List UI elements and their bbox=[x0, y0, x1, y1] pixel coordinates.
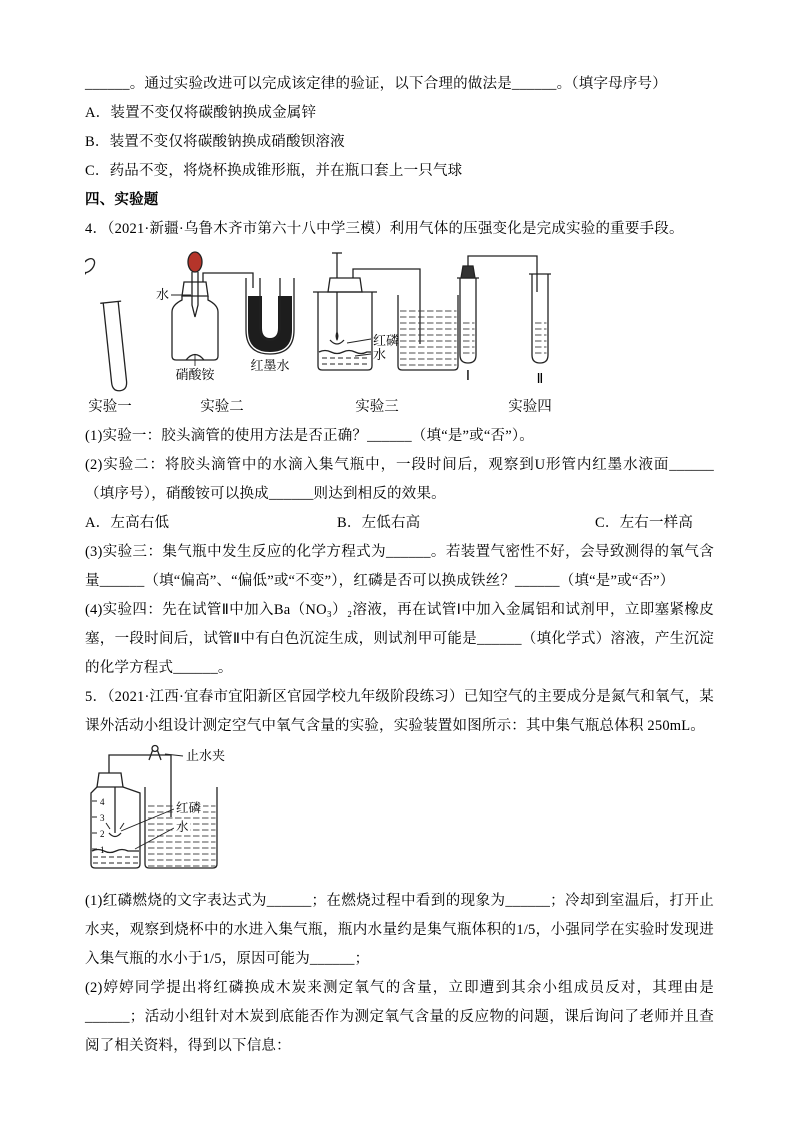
label-red-phosphorus: 红磷 bbox=[176, 801, 202, 815]
mark-2: 2 bbox=[100, 829, 105, 839]
dropper-icon bbox=[85, 256, 97, 290]
caption-exp1: 实验一 bbox=[88, 399, 132, 415]
label-red-phosphorus: 红磷 bbox=[373, 333, 400, 348]
caption-exp4: 实验四 bbox=[508, 399, 552, 415]
stopper-icon bbox=[182, 282, 208, 296]
choice-a: A．左高右低 bbox=[85, 515, 170, 531]
mark-1: 1 bbox=[100, 845, 105, 855]
q4-part3: (3)实验三：集气瓶中发生反应的化学方程式为______。若装置气密性不好，会导致测得的氧气含量______（填“偏高”、“偏低”或“不变”），红磷是否可以换成铁丝？______（填“是”或“否”） bbox=[85, 544, 714, 589]
mark-4: 4 bbox=[100, 797, 105, 807]
choice-b: B．左低右高 bbox=[337, 515, 421, 531]
q5-part1: (1)红磷燃烧的文字表达式为______；在燃烧过程中看到的现象为______；冷却到室温后，打开止水夹，观察到烧杯中的水进入集气瓶，瓶内水量约是集气瓶体积的1/5，小强同学在实验时发现进入集气瓶的水小于1/5，原因可能为______； bbox=[85, 893, 714, 967]
q4-apparatus-figure bbox=[85, 248, 587, 420]
dropper-bulb-icon bbox=[188, 252, 202, 272]
q4-part1: (1)实验一：胶头滴管的使用方法是否正确？______（填“是”或“否”）。 bbox=[85, 428, 534, 444]
q4-part4: (4)实验四：先在试管Ⅱ中加入Ba（NO₃）₂溶液，再在试管Ⅰ中加入金属铝和试剂甲，立即塞紧橡皮塞，一段时间后，试管Ⅱ中有白色沉淀生成，则试剂甲可能是______（填化学式）溶液，产生沉淀的化学方程式______。 bbox=[85, 602, 714, 676]
q4-part2-choices bbox=[85, 509, 714, 538]
gas-bottle-icon bbox=[172, 296, 218, 360]
exp1-apparatus bbox=[85, 256, 130, 392]
exp4-apparatus bbox=[457, 256, 551, 363]
stopper-icon bbox=[97, 773, 123, 787]
tube1-liquid bbox=[462, 322, 475, 358]
option-c: C．药品不变，将烧杯换成锥形瓶，并在瓶口套上一只气球 bbox=[85, 163, 463, 179]
tube2-liquid bbox=[534, 318, 547, 358]
label-water-2: 水 bbox=[373, 347, 387, 362]
label-tube-2: Ⅱ bbox=[536, 372, 544, 387]
pinch-clamp-icon bbox=[149, 746, 161, 761]
option-b: B．装置不变仅将碳酸钠换成硝酸钡溶液 bbox=[85, 134, 345, 150]
carryover-question-text: ______。通过实验改进可以完成该定律的验证，以下合理的做法是______。（填字母序号） bbox=[85, 76, 667, 92]
section-heading: 四、实验题 bbox=[85, 192, 159, 208]
q4-part2: (2)实验二：将胶头滴管中的水滴入集气瓶中，一段时间后，观察到U形管内红墨水液面______（填序号），硝酸铵可以换成______则达到相反的效果。 bbox=[85, 457, 714, 502]
q5-part2: (2)婷婷同学提出将红磷换成木炭来测定氧气的含量，立即遭到其余小组成员反对，其理由是______；活动小组针对木炭到底能否作为测定氧气含量的反应物的问题，课后询问了老师并且查阅了相关资料，得到以下信息： bbox=[85, 980, 714, 1054]
test-tube-icon bbox=[100, 301, 130, 392]
label-ammonium-nitrate: 硝酸铵 bbox=[175, 367, 215, 382]
exp2-apparatus bbox=[171, 252, 294, 366]
label-tube-1: Ⅰ bbox=[465, 369, 471, 384]
q5-stem: 5．（2021·江西·宜春市宜阳新区官园学校九年级阶段练习）已知空气的主要成分是氮气和氧气，某课外活动小组设计测定空气中氧气含量的实验，实验装置如图所示：其中集气瓶总体积 250mL。 bbox=[85, 689, 714, 734]
choice-c: C．左右一样高 bbox=[595, 515, 694, 531]
volume-marks bbox=[92, 801, 97, 849]
combustion-spoon-icon bbox=[109, 833, 121, 837]
beaker-water bbox=[400, 310, 457, 369]
stopper-icon bbox=[328, 278, 362, 292]
label-pinch-clamp: 止水夹 bbox=[186, 748, 226, 763]
caption-exp2: 实验二 bbox=[200, 399, 244, 415]
stopper-icon bbox=[461, 266, 475, 278]
mark-3: 3 bbox=[100, 813, 105, 823]
q4-stem: 4．（2021·新疆·乌鲁木齐市第六十八中学三模）利用气体的压强变化是完成实验的重要手段。 bbox=[85, 221, 684, 237]
red-ink-liquid bbox=[248, 296, 292, 352]
label-water: 水 bbox=[155, 287, 169, 302]
label-water: 水 bbox=[176, 820, 189, 834]
phosphorus-icon bbox=[336, 331, 339, 341]
label-red-ink: 红墨水 bbox=[250, 358, 290, 373]
q5-apparatus-figure bbox=[85, 743, 330, 883]
caption-exp3: 实验三 bbox=[355, 399, 399, 415]
option-a: A．装置不变仅将碳酸钠换成金属锌 bbox=[85, 105, 317, 121]
